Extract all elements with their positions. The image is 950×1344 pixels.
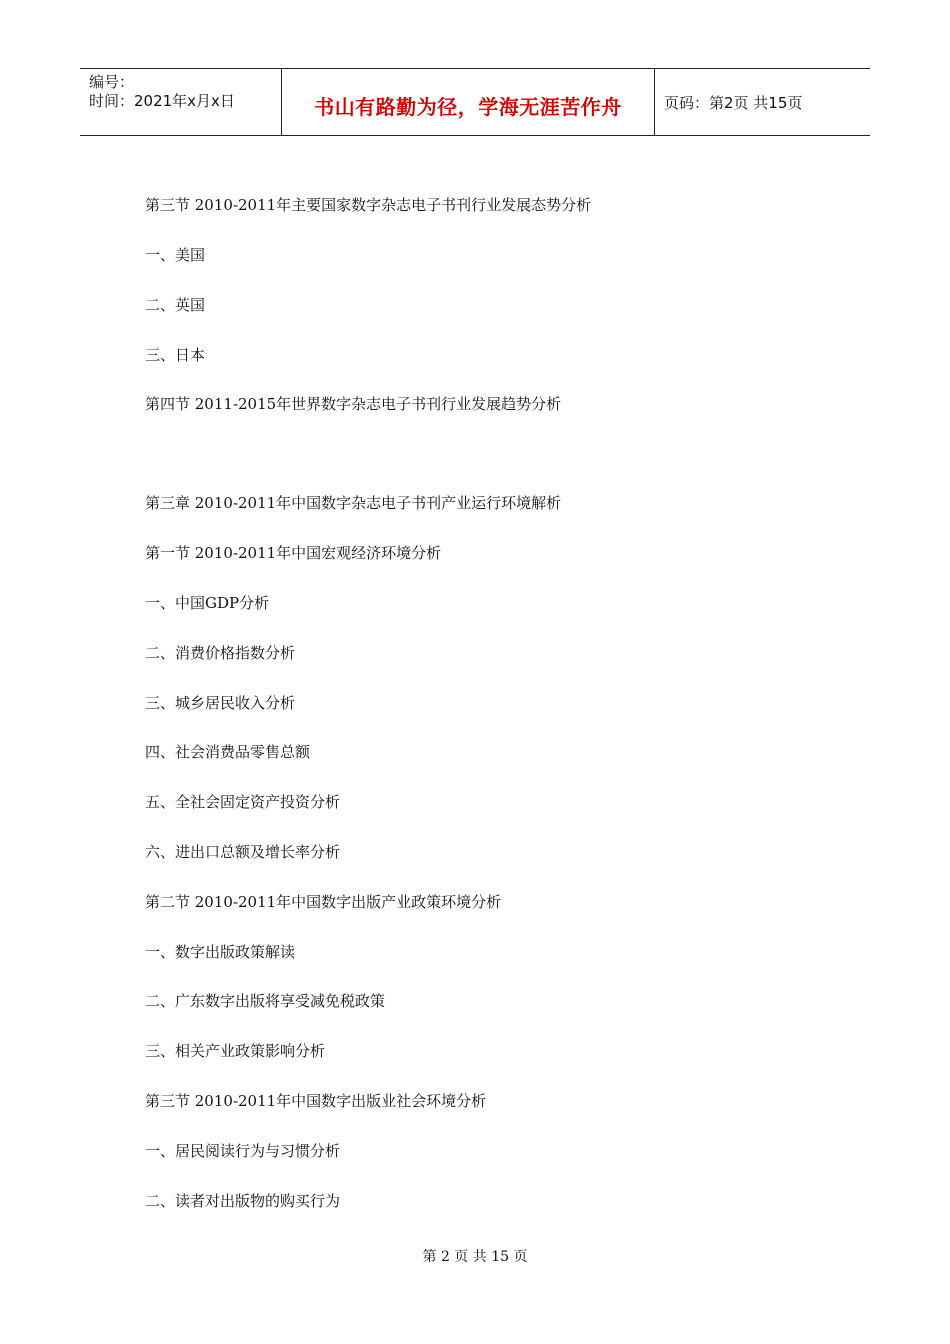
toc-line: 三、城乡居民收入分析 [145, 694, 296, 712]
document-number-label: 编号： [89, 73, 135, 91]
toc-line: 第三节 2010-2011年主要国家数字杂志电子书刊行业发展态势分析 [145, 196, 592, 214]
toc-line: 二、读者对出版物的购买行为 [145, 1192, 341, 1210]
toc-line: 二、消费价格指数分析 [145, 644, 296, 662]
toc-line: 一、居民阅读行为与习惯分析 [145, 1142, 341, 1160]
toc-line: 五、全社会固定资产投资分析 [145, 793, 341, 811]
document-time-label: 时间：2021年x月x日 [89, 92, 235, 110]
toc-line: 第三节 2010-2011年中国数字出版业社会环境分析 [145, 1092, 487, 1110]
page-footer: 第 2 页 共 15 页 [422, 1249, 528, 1265]
toc-line: 一、数字出版政策解读 [145, 943, 296, 961]
toc-line: 一、中国GDP分析 [145, 594, 270, 612]
toc-line: 二、英国 [145, 296, 206, 314]
toc-line: 三、相关产业政策影响分析 [145, 1042, 326, 1060]
toc-line: 第四节 2011-2015年世界数字杂志电子书刊行业发展趋势分析 [145, 395, 562, 413]
toc-line: 四、社会消费品零售总额 [145, 743, 311, 761]
page-header [80, 68, 870, 136]
toc-line: 第二节 2010-2011年中国数字出版产业政策环境分析 [145, 893, 502, 911]
header-page-cell [655, 69, 870, 135]
header-meta-cell [80, 69, 282, 135]
toc-line: 一、美国 [145, 246, 206, 264]
toc-line: 二、广东数字出版将享受减免税政策 [145, 992, 386, 1010]
header-page-info: 页码：第2页 共15页 [664, 93, 803, 112]
toc-line: 六、进出口总额及增长率分析 [145, 843, 341, 861]
toc-line: 三、日本 [145, 346, 206, 364]
header-motto: 书山有路勤为径，学海无涯苦作舟 [314, 94, 622, 119]
header-motto-cell [282, 69, 655, 135]
toc-line: 第一节 2010-2011年中国宏观经济环境分析 [145, 544, 442, 562]
toc-line: 第三章 2010-2011年中国数字杂志电子书刊产业运行环境解析 [145, 494, 562, 512]
